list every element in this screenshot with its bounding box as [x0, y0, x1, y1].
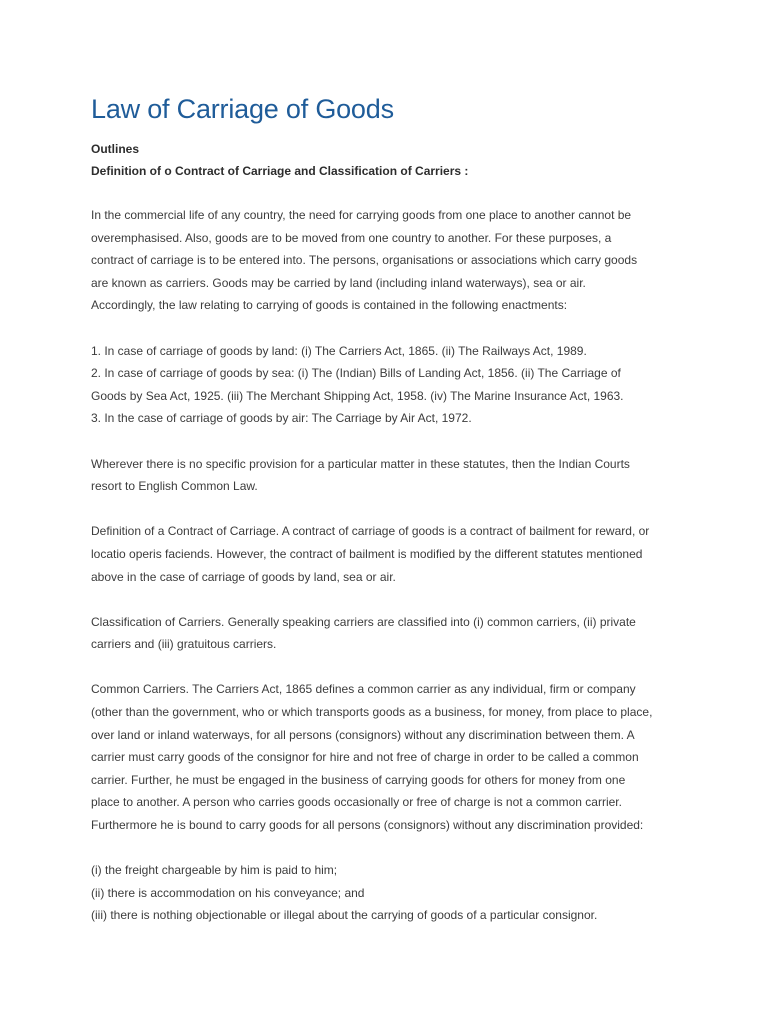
- paragraph-conditions-list: [91, 859, 691, 927]
- text-line: carrier must carry goods of the consignor for hire and not free of charge in order to be called a common: [91, 750, 639, 765]
- paragraph-common-carriers: [91, 678, 691, 836]
- text-line: Accordingly, the law relating to carrying of goods is contained in the following enactments:: [91, 298, 568, 313]
- text-line: carrier. Further, he must be engaged in the business of carrying goods for others for money from one: [91, 772, 626, 787]
- paragraph-common-law: [91, 453, 691, 498]
- paragraph-introduction: [91, 204, 691, 317]
- text-line: Common Carriers. The Carriers Act, 1865 defines a common carrier as any individual, firm or company: [91, 682, 636, 697]
- text-line: (other than the government, who or which transports goods as a business, for money, from place to place,: [91, 705, 653, 720]
- text-line: over land or inland waterways, for all persons (consignors) without any discrimination between them. A: [91, 727, 635, 742]
- list-item: 3. In the case of carriage of goods by air: The Carriage by Air Act, 1972.: [91, 411, 472, 426]
- text-line: contract of carriage is to be entered into. The persons, organisations or associations which carry goods: [91, 253, 638, 268]
- text-line: locatio operis faciends. However, the contract of bailment is modified by the different statutes mentioned: [91, 546, 643, 561]
- list-item: Goods by Sea Act, 1925. (iii) The Merchant Shipping Act, 1958. (iv) The Marine Insurance Act, 1963.: [91, 388, 624, 403]
- text-line: Wherever there is no specific provision for a particular matter in these statutes, then the Indian Courts: [91, 456, 630, 471]
- text-line: In the commercial life of any country, the need for carrying goods from one place to another cannot be: [91, 208, 632, 222]
- text-line: above in the case of carriage of goods by land, sea or air.: [91, 569, 396, 584]
- section-heading: Definition of o Contract of Carriage and Classification of Carriers :: [91, 164, 469, 178]
- list-item: 2. In case of carriage of goods by sea: (i) The (Indian) Bills of Landing Act, 1856. (ii) The Carriage of: [91, 366, 621, 381]
- page-title: Law of Carriage of Goods: [91, 94, 394, 124]
- text-line: are known as carriers. Goods may be carried by land (including inland waterways), sea or air.: [91, 275, 586, 290]
- document-page: [91, 92, 691, 950]
- list-item: (ii) there is accommodation on his conveyance; and: [91, 885, 365, 900]
- paragraph-classification: [91, 611, 691, 656]
- text-line: Definition of a Contract of Carriage. A contract of carriage of goods is a contract of bailment for reward, or: [91, 524, 650, 539]
- paragraph-enactments-list: [91, 340, 691, 430]
- text-line: Furthermore he is bound to carry goods for all persons (consignors) without any discrimination provided:: [91, 818, 644, 833]
- text-line: resort to English Common Law.: [91, 479, 258, 494]
- paragraph-contract-definition: [91, 520, 691, 588]
- list-item: 1. In case of carriage of goods by land: (i) The Carriers Act, 1865. (ii) The Railways Act, 1989.: [91, 343, 587, 358]
- list-item: (i) the freight chargeable by him is paid to him;: [91, 863, 338, 878]
- outlines-label: Outlines: [91, 142, 140, 156]
- text-line: carriers and (iii) gratuitous carriers.: [91, 637, 277, 652]
- list-item: (iii) there is nothing objectionable or illegal about the carrying of goods of a particular consignor.: [91, 908, 598, 923]
- text-line: place to another. A person who carries goods occasionally or free of charge is not a common carrier.: [91, 795, 622, 810]
- text-line: overemphasised. Also, goods are to be moved from one country to another. For these purposes, a: [91, 230, 612, 245]
- text-line: Classification of Carriers. Generally speaking carriers are classified into (i) common carriers, (ii) private: [91, 614, 636, 629]
